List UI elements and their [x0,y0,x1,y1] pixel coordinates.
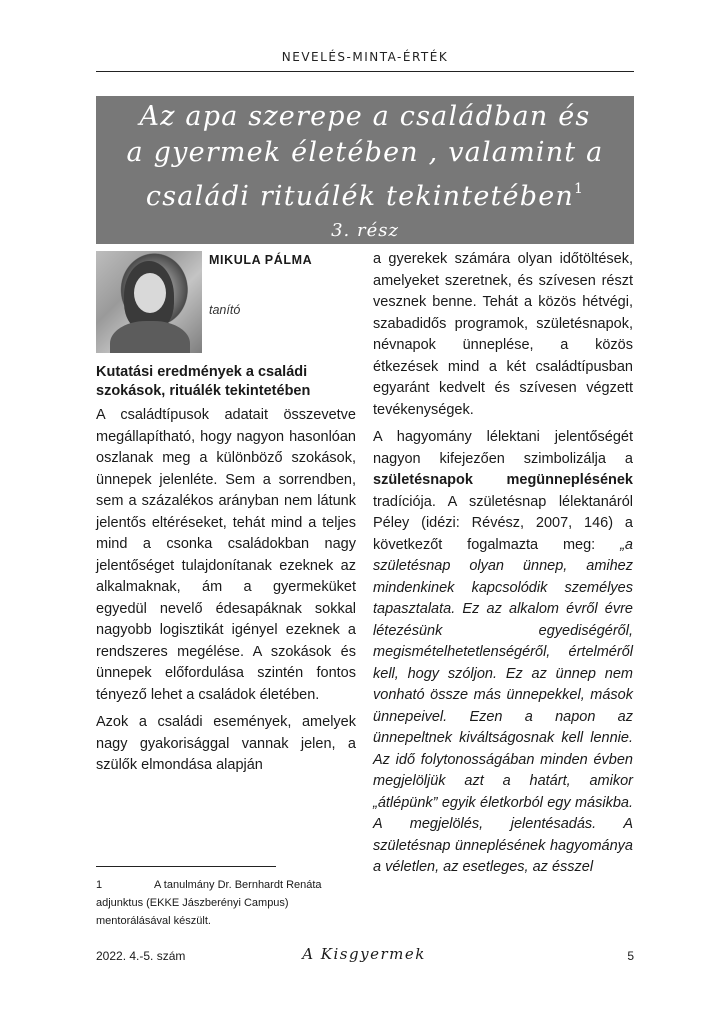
right-paragraph-2-bold: születésnapok megünneplésének [373,472,633,488]
right-paragraph-1: a gyerekek számára olyan időtöltések, amelyeket szeretnek, és szívesen részt vesznek benne. Tehát a közös hétvégi, szabadidős programok, születésnapok, névnapok ünneplése, a közös étkezések mind a két családtípusban egyaránt kedvelt és szívesen végzett tevékenységek. [373,251,633,418]
right-paragraph-2-quote: „a születésnap olyan ünnep, amihez mindenkinek kapcsolódik személyes tapasztalata. Ez az alkalom évről évre létezésünk egyediségéről, megismételhetetlenségéről, értelméről kell, hogy szóljon. Ez az ünnep nem vonható össze más ünnepekkel, mások ünnepeivel. Ezen a napon az ünnepeltnek kiváltságosnak kell lennie. Az idő folytonosságában minden évben megjelöljük azt a határt, amikor „átlépünk” egyik életkorból egy másikba. A megjelölés, jelentésadás. A születésnap ünneplésének hagyománya a véletlen, az esetleges, az ésszel [373,536,633,875]
title-box [96,96,634,244]
left-column [96,405,356,783]
author-role: tanító [209,303,241,317]
footnote-text: A tanulmány Dr. Bernhardt Renáta adjunktus (EKKE Jászberényi Campus) mentorálásával készült. [96,879,322,927]
footnote [96,876,356,930]
page-number: 5 [627,949,634,963]
author-photo [96,251,202,353]
footer-issue: 2022. 4.-5. szám [96,949,186,963]
author-name: MIKULA PÁLMA [209,253,313,267]
author-photo-face [134,273,166,313]
title-line-1: Az apa szerepe a családban és [139,101,591,132]
title-footnote-mark: 1 [573,181,585,197]
title-line-3 [96,171,634,215]
title-part: 3. rész [331,220,399,241]
footer-journal: A Kisgyermek [302,945,426,963]
header-rule [96,71,634,72]
right-paragraph-2-intro: A hagyomány lélektani jelentőségét nagyon kifejezően szimbolizálja a [373,429,633,467]
section-subheading: Kutatási eredmények a családi szokások, rituálék tekintetében [96,364,311,399]
footnote-rule [96,866,276,867]
title-line-3-text: családi rituálék tekintetében [145,181,574,212]
title-line-2: a gyermek életében , valamint a [126,137,604,168]
right-paragraph-2-middle: tradíciója. A születésnap lélektanáról Péley (idézi: Révész, 2007, 146) a következőt fogalmazta meg: [373,493,633,553]
footnote-number: 1 [96,879,103,891]
left-paragraph-1: A családtípusok adatait összevetve megállapítható, hogy nagyon hasonlóan oszlanak meg a különböző szokások, ünnepek jelenléte. Sem a sorrendben, sem a százalékos arányban nem látunk jelentős eltéréseket, tehát mind a teljes mind a csonka családokban nagy jelentőséget tulajdonítanak ezeknek az alkalmaknak, ám a gyermeküket egyedül nevelő édesapáknak sokkal nagyobb logisztikát igényel ezeknek a rendszeres megélése. A szokások és ünnepek előfordulása szintén fontos tényező lehet a családok életében. [96,407,356,703]
right-column [373,249,633,885]
running-head: NEVELÉS-MINTA-ÉRTÉK [281,50,449,64]
left-paragraph-2: Azok a családi események, amelyek nagy gyakorisággal vannak jelen, a szülők elmondása alapján [96,714,356,773]
author-photo-shoulders [110,321,190,353]
right-paragraph-2 [373,427,633,879]
